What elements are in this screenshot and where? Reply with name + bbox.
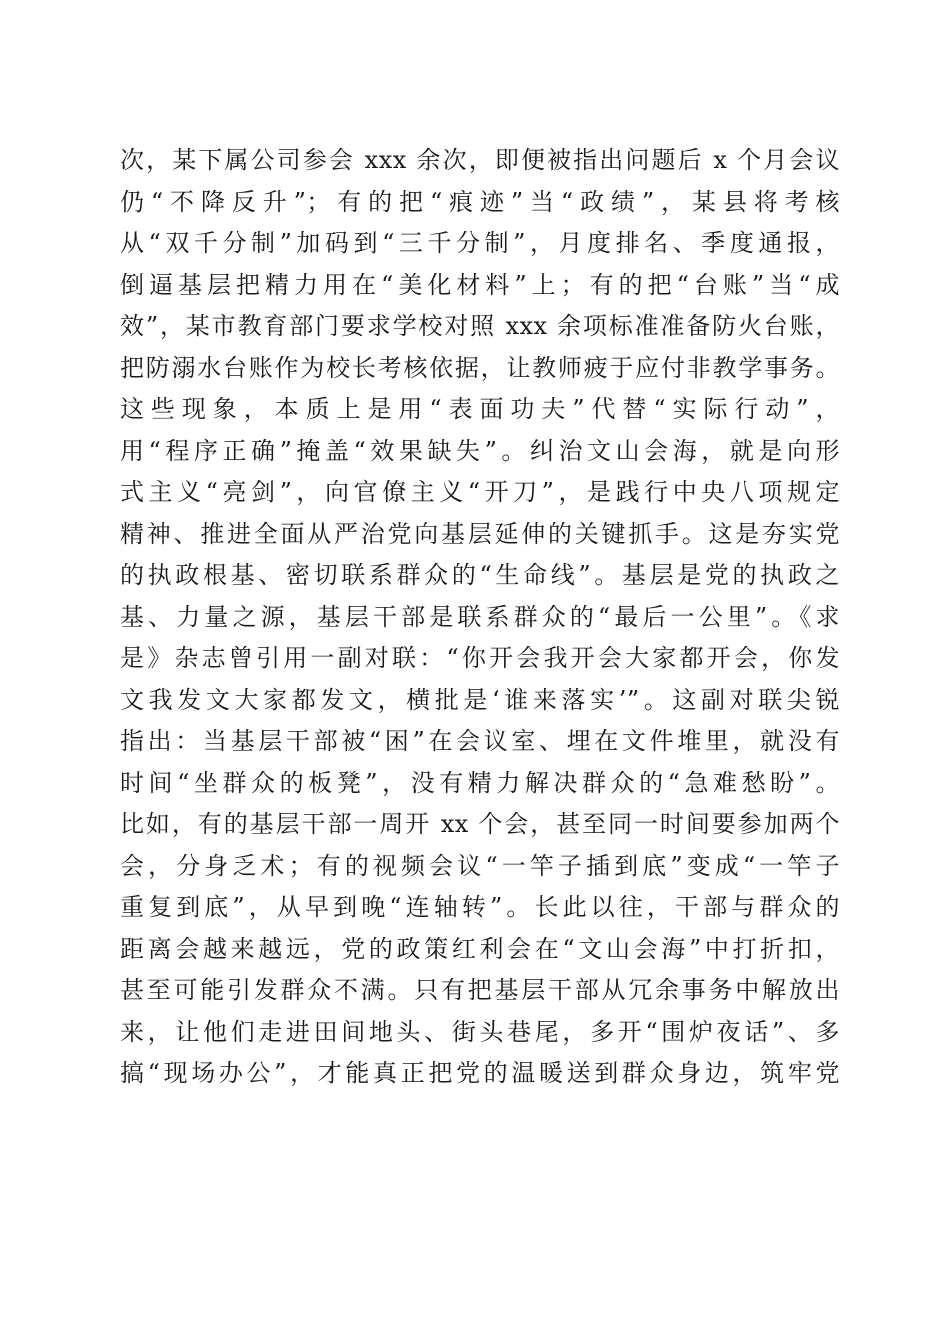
text-line: 精神、推进全面从严治党向基层延伸的关键抓手。这是夯实党	[120, 519, 840, 548]
text-line: 重复到底”，从早到晚“连轴转”。长此以往，干部与群众的	[120, 893, 840, 921]
text-line: 次，某下属公司参会 xxx 余次，即便被指出问题后 x 个月会议	[120, 146, 840, 174]
text-line: 式主义“亮剑”，向官僚主义“开刀”，是践行中央八项规定	[120, 478, 840, 506]
text-line: 倒逼基层把精力用在“美化材料”上；有的把“台账”当“成	[120, 270, 840, 299]
text-line: 仍“不降反升”；有的把“痕迹”当“政绩”，某县将考核	[120, 187, 840, 216]
text-line: 是》杂志曾引用一副对联：“你开会我开会大家都开会，你发	[120, 644, 840, 672]
text-line: 这些现象，本质上是用“表面功夫”代替“实际行动”，	[120, 395, 840, 423]
text-line: 文我发文大家都发文，横批是‘谁来落实’”。这副对联尖锐	[120, 685, 840, 714]
text-line: 甚至可能引发群众不满。只有把基层干部从冗余事务中解放出	[120, 976, 840, 1004]
text-line: 指出：当基层干部被“困”在会议室、埋在文件堆里，就没有	[120, 727, 840, 755]
text-line: 来，让他们走进田间地头、街头巷尾，多开“围炉夜话”、多	[120, 1017, 840, 1046]
text-line: 基、力量之源，基层干部是联系群众的“最后一公里”。《求	[120, 602, 840, 631]
text-line: 从“双千分制”加码到“三千分制”，月度排名、季度通报，	[120, 229, 840, 257]
text-line: 把防溺水台账作为校长考核依据，让教师疲于应付非教学事务。	[120, 353, 840, 382]
text-line: 的执政根基、密切联系群众的“生命线”。基层是党的执政之	[120, 561, 840, 589]
text-line: 比如，有的基层干部一周开 xx 个会，甚至同一时间要参加两个	[120, 810, 840, 838]
text-line: 搞“现场办公”，才能真正把党的温暖送到群众身边，筑牢党	[120, 1059, 840, 1087]
text-line: 会，分身乏术；有的视频会议“一竿子插到底”变成“一竿子	[120, 851, 840, 880]
text-line: 距离会越来越远，党的政策红利会在“文山会海”中打折扣，	[120, 934, 840, 963]
text-line: 用“程序正确”掩盖“效果缺失”。纠治文山会海，就是向形	[120, 436, 840, 465]
text-line: 效”，某市教育部门要求学校对照 xxx 余项标准准备防火台账，	[120, 312, 840, 340]
body-text	[120, 140, 840, 1095]
text-line: 时间“坐群众的板凳”，没有精力解决群众的“急难愁盼”。	[120, 768, 840, 797]
